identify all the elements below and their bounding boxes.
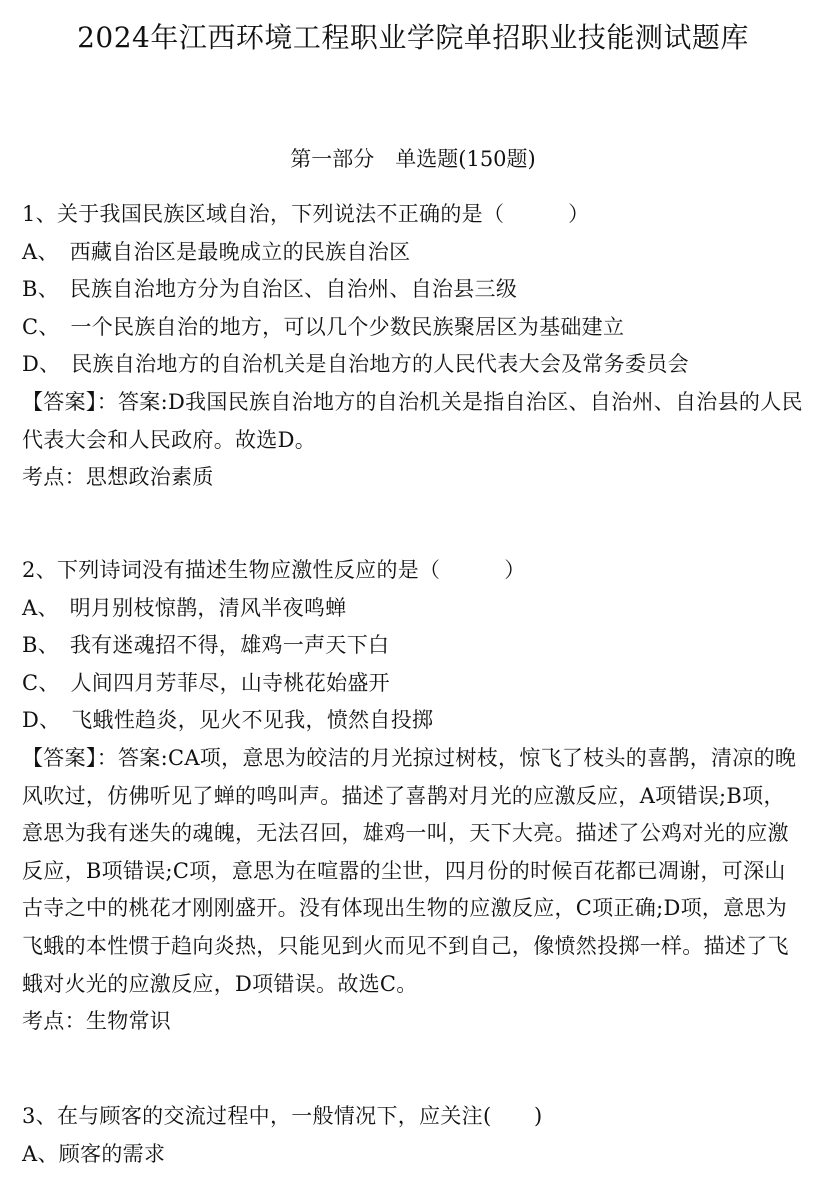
answer-label: 【答案】：	[22, 389, 118, 414]
option-d: D、 飞蛾性趋炎，见火不见我，愤然自投掷	[22, 708, 434, 733]
option-b: B、 我有迷魂招不得，雄鸡一声天下白	[22, 633, 390, 658]
question-block	[22, 552, 804, 1041]
answer-paragraph	[22, 384, 804, 459]
answer-text: 答案:D我国民族自治地方的自治机关是指自治区、自治州、自治县的人民代表大会和人民政府。故选D。	[22, 389, 803, 452]
answer-text: 答案:CA项，意思为皎洁的月光掠过树枝，惊飞了枝头的喜鹊，清凉的晚风吹过，仿佛听见了蝉的鸣叫声。描述了喜鹊对月光的应激反应，A项错误;B项，意思为我有迷失的魂魄，无法召回，雄鸡一叫，天下大亮。描述了公鸡对光的应激反应，B项错误;C项，意思为在喧嚣的尘世，四月份的时候百花都已凋谢，可深山古寺之中的桃花才刚刚盛开。没有体现出生物的应激反应，C项正确;D项，意思为飞蛾的本性惯于趋向炎热，只能见到火而见不到自己，像愤然投掷一样。描述了飞蛾对火光的应激反应，D项错误。故选C。	[22, 745, 797, 996]
option-c: C、 一个民族自治的地方，可以几个少数民族聚居区为基础建立	[22, 314, 625, 339]
answer-paragraph	[22, 740, 804, 1003]
option-a: A、 西藏自治区是最晚成立的民族自治区	[22, 239, 411, 264]
question-stem: 1、关于我国民族区域自治，下列说法不正确的是（ ）	[22, 202, 590, 226]
question-block	[22, 196, 804, 497]
option-c: C、 人间四月芳菲尽，山寺桃花始盛开	[22, 670, 390, 695]
answer-label: 【答案】：	[22, 745, 118, 770]
section-heading: 第一部分 单选题(150题)	[290, 147, 536, 171]
option-d: D、 民族自治地方的自治机关是自治地方的人民代表大会及常务委员会	[22, 352, 689, 377]
option-b: B、 民族自治地方分为自治区、自治州、自治县三级	[22, 277, 518, 302]
topic-line: 考点：思想政治素质	[22, 465, 214, 490]
question-stem: 3、在与顾客的交流过程中，一般情况下，应关注( )	[22, 1104, 543, 1128]
question-stem: 2、下列诗词没有描述生物应激性反应的是（ ）	[22, 558, 526, 582]
question-block	[22, 1098, 804, 1173]
page-title: 2024年江西环境工程职业学院单招职业技能测试题库	[77, 21, 749, 54]
option-a: A、 明月别枝惊鹊，清风半夜鸣蝉	[22, 595, 347, 620]
option-a: A、顾客的需求	[22, 1141, 166, 1166]
topic-line: 考点：生物常识	[22, 1009, 172, 1034]
